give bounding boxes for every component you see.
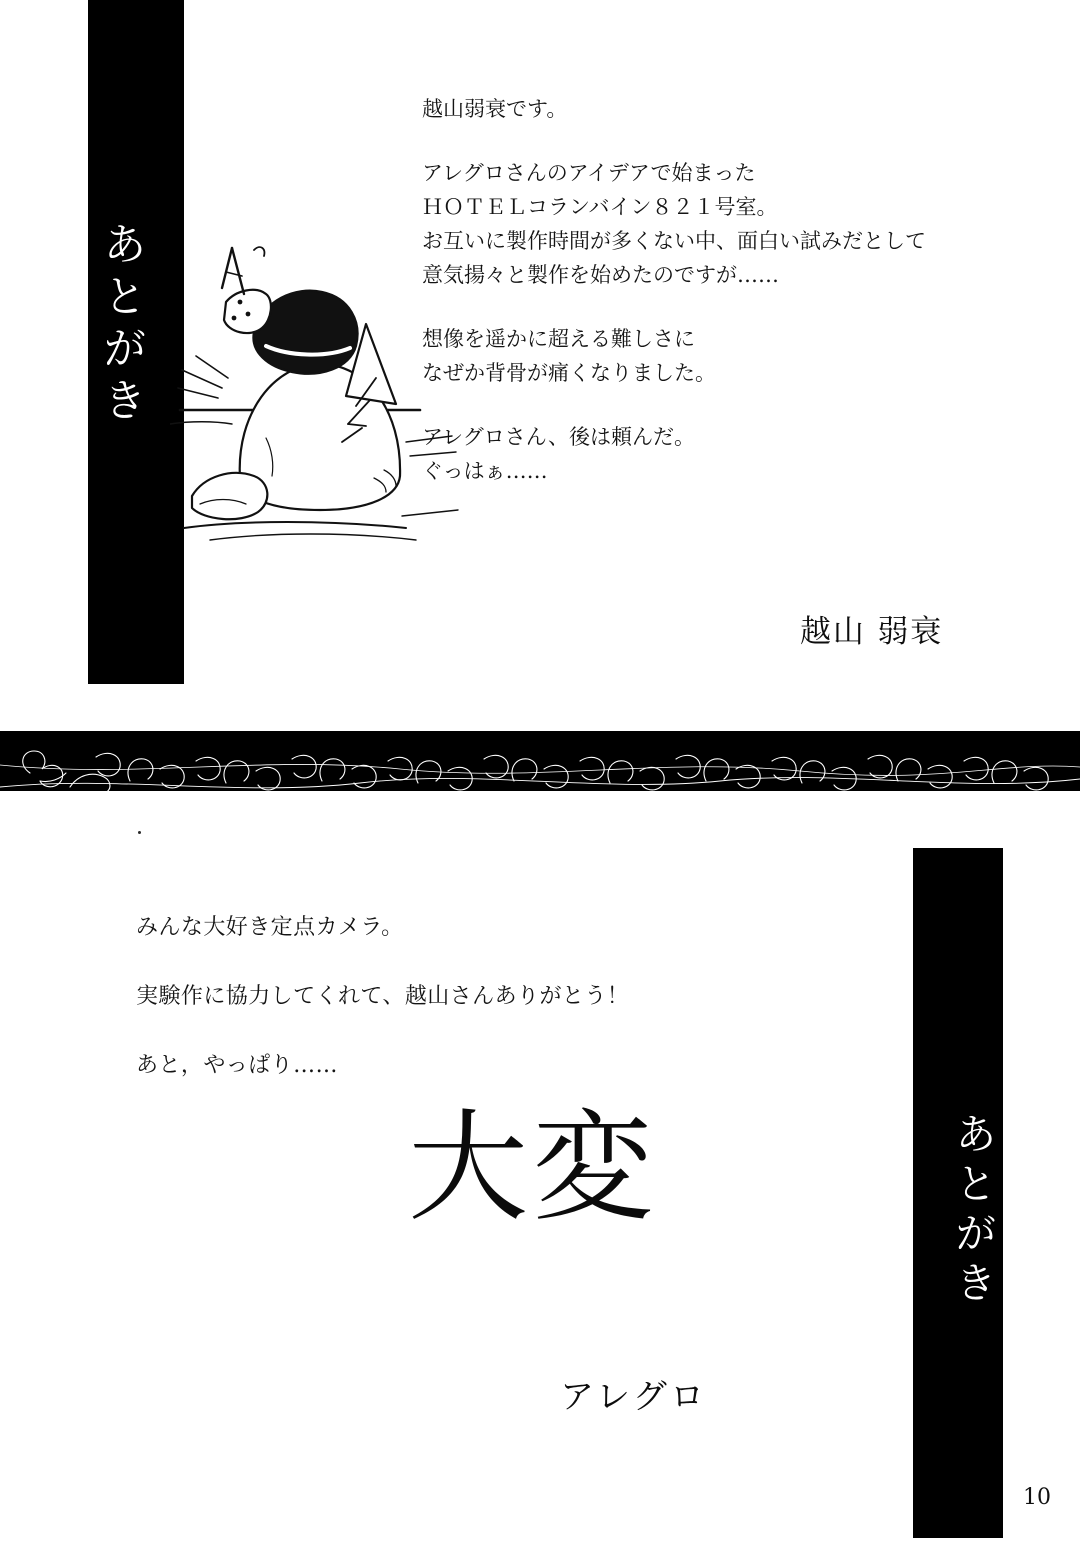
paragraph-4	[422, 420, 1042, 488]
author-signature-bottom: アレグロ	[560, 1377, 708, 1417]
floral-black-band	[0, 731, 1080, 791]
text-line: 意気揚々と製作を始めたのですが……	[422, 263, 779, 288]
paragraph-3	[422, 322, 1042, 390]
bottom-afterword-section	[0, 791, 1080, 1543]
text-line: ぐっはぁ……	[422, 459, 548, 484]
author-signature-top: 越山 弱衰	[800, 614, 944, 650]
paragraph-2	[422, 156, 1042, 292]
paragraph-1	[422, 92, 1042, 126]
text-line: アレグロさん、後は頼んだ。	[422, 425, 695, 450]
bottom-afterword-text	[136, 911, 836, 1118]
afterword-banner-bottom: あとがき	[913, 848, 1003, 1538]
text-line: あと，やっぱり……	[136, 1053, 338, 1078]
top-afterword-text	[422, 92, 1042, 488]
text-line: 実験作に協力してくれて、越山さんありがとう！	[136, 984, 630, 1009]
emphasis-word: 大変	[408, 1099, 658, 1238]
text-line: 越山弱衰です。	[422, 97, 568, 121]
text-line: なぜか背骨が痛くなりました。	[422, 361, 716, 386]
text-line: お互いに製作時間が多くない中、面白い試みだとして	[422, 229, 926, 254]
afterword-banner-top: あとがき	[88, 0, 184, 684]
ink-speck	[138, 831, 141, 834]
text-line: 想像を遥かに超える難しさに	[422, 327, 695, 352]
text-line: アレグロさんのアイデアで始まった	[422, 161, 756, 186]
text-line: みんな大好き定点カメラ。	[136, 915, 404, 940]
text-line: ＨＯＴＥＬコランバイン８２１号室。	[422, 195, 778, 220]
top-afterword-section	[0, 0, 1080, 730]
page-number: 10	[1023, 1485, 1051, 1510]
